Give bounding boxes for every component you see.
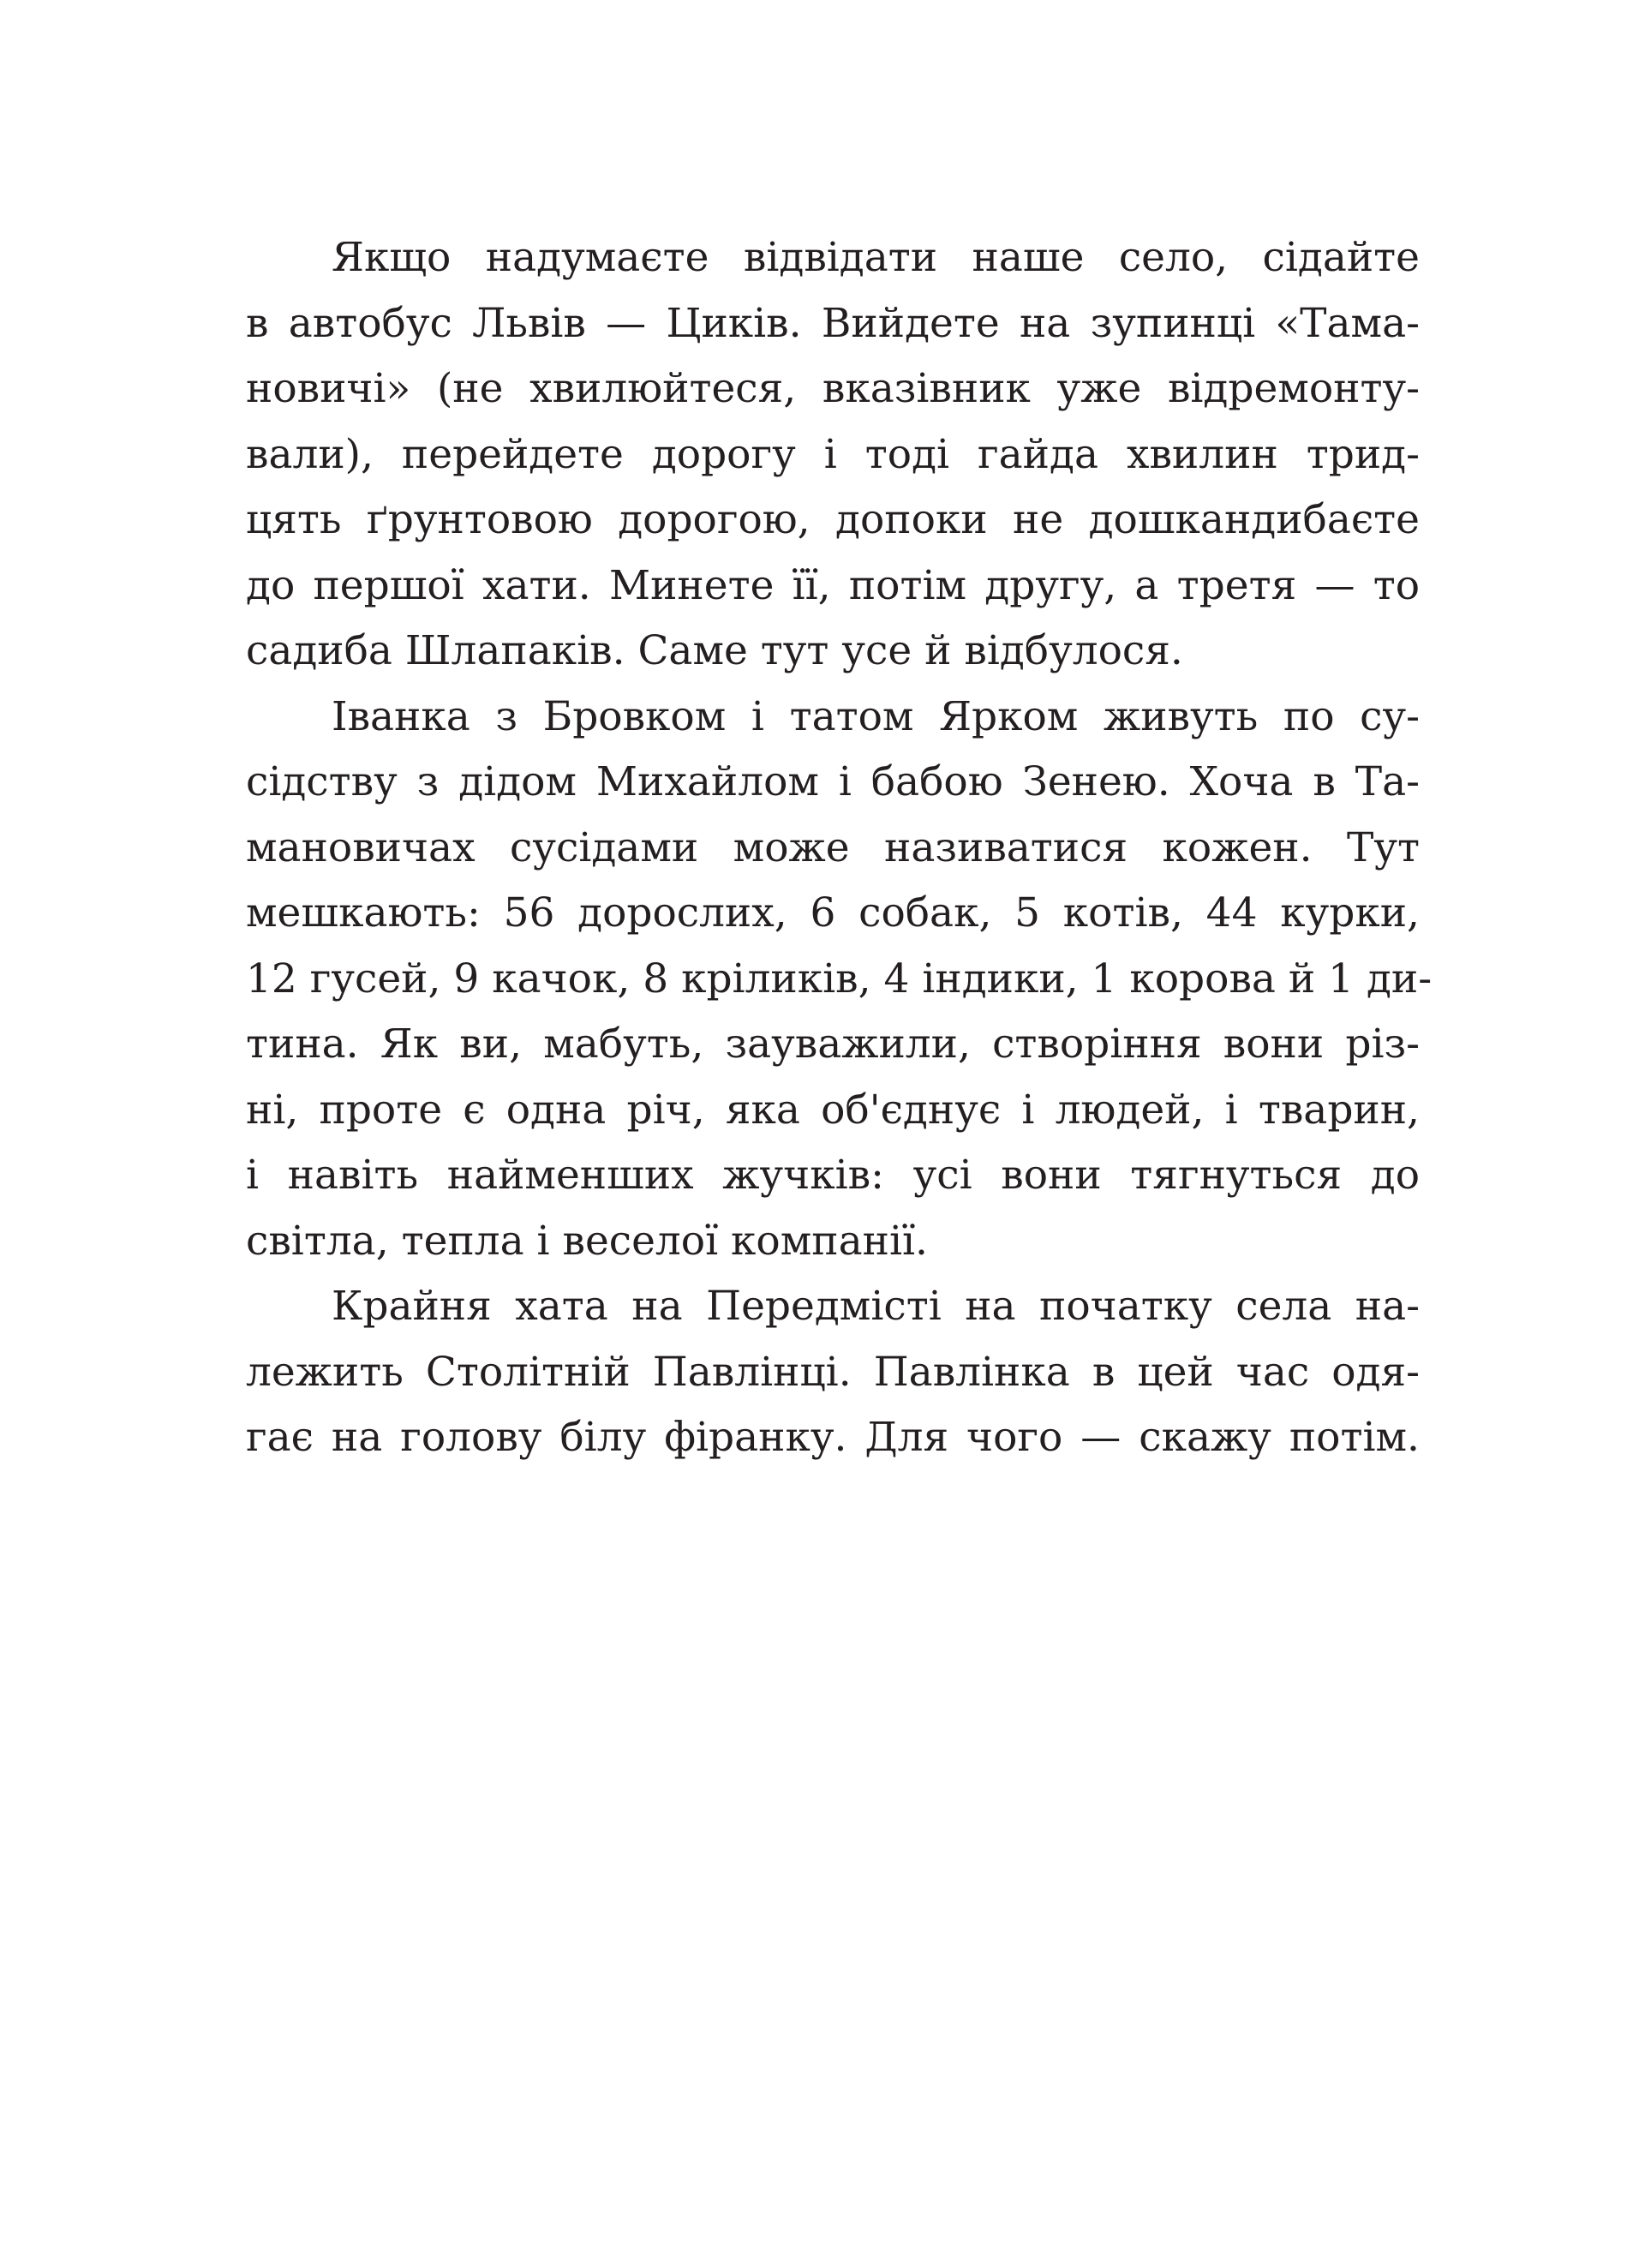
text-line: сідству з дідом Михайлом і бабою Зенею. Хоча в Та- — [246, 758, 1420, 805]
paragraph-2 — [246, 685, 1433, 1275]
body-text — [246, 225, 1433, 1471]
text-line: вали), перейдете дорогу і тоді гайда хвилин трид- — [246, 430, 1420, 478]
text-line: мешкають: 56 дорослих, 6 собак, 5 котів, 44 курки, — [246, 889, 1420, 937]
text-line: світла, тепла і веселої компанії. — [246, 1217, 928, 1265]
text-line: в автобус Львів — Циків. Вийдете на зупинці «Тама- — [246, 299, 1420, 347]
text-line: лежить Столітній Павлінці. Павлінка в цей час одя- — [246, 1348, 1420, 1396]
text-line: цять ґрунтовою дорогою, допоки не дошкандибаєте — [246, 496, 1420, 543]
text-line: 12 гусей, 9 качок, 8 кріликів, 4 індики, 1 корова й 1 ди- — [246, 954, 1433, 1002]
text-line: ні, проте є одна річ, яка об'єднує і людей, і тварин, — [246, 1086, 1420, 1134]
text-line: і навіть найменших жучків: усі вони тягнуться до — [246, 1152, 1420, 1199]
text-line: новичі» (не хвилюйтеся, вказівник уже відремонту- — [246, 365, 1420, 412]
text-line: Крайня хата на Передмісті на початку села на- — [332, 1283, 1420, 1330]
text-line: мановичах сусідами може називатися кожен. Тут — [246, 823, 1420, 871]
text-line: садиба Шлапаків. Саме тут усе й відбулося. — [246, 627, 1183, 674]
text-line: Іванка з Бровком і татом Ярком живуть по су- — [332, 692, 1420, 740]
paragraph-3 — [246, 1274, 1420, 1471]
text-line: до першої хати. Минете її, потім другу, а третя — то — [246, 561, 1420, 609]
paragraph-1 — [246, 225, 1420, 685]
text-line: тина. Як ви, мабуть, зауважили, створіння вони різ- — [246, 1020, 1420, 1068]
text-line: Якщо надумаєте відвідати наше село, сідайте — [332, 234, 1420, 281]
text-line: гає на голову білу фіранку. Для чого — скажу потім. — [246, 1414, 1420, 1461]
